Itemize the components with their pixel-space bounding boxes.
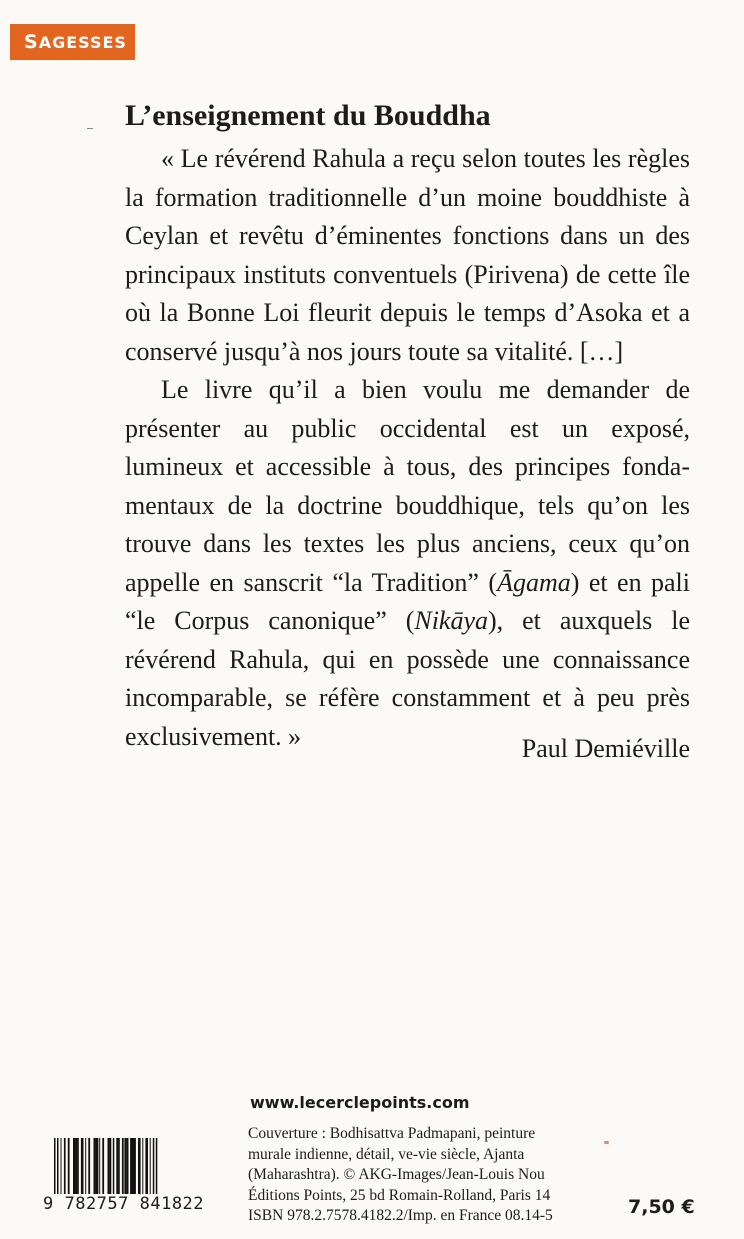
barcode-bar bbox=[119, 1138, 120, 1194]
term-nikaya: Nikāya bbox=[414, 606, 489, 635]
credit-line-2: murale indienne, détail, ve-vie siècle, Ajanta bbox=[248, 1145, 525, 1163]
barcode-bar bbox=[150, 1138, 151, 1194]
blurb-text bbox=[125, 140, 690, 756]
series-label-initial: S bbox=[24, 31, 39, 53]
barcode-bar bbox=[102, 1138, 104, 1194]
price-label: 7,50 € bbox=[628, 1196, 695, 1218]
blurb-paragraph-1: « Le révérend Rahula a reçu selon toutes les règles la formation traditionnelle d’un moine bouddhiste à Ceylan et revêtu d’éminentes fonctions dans un des principaux instituts conventuels (Pirivena) de cette île où la Bonne Loi fleurit depuis le temps d’Asoka et a conservé jusqu’à nos jours toute sa vitalité. […] bbox=[125, 144, 690, 366]
barcode-bar bbox=[78, 1138, 79, 1194]
publisher-address: Éditions Points, 25 bd Romain-Rolland, Paris 14 bbox=[248, 1186, 551, 1204]
barcode-bar bbox=[64, 1138, 66, 1194]
barcode-bar bbox=[124, 1138, 126, 1194]
blurb-p2-start: Le livre qu’il a bien voulu me demander de présenter au public occidental est un exposé, lumineux et accessible à tous, des principes fondamentaux de la doctrine bouddhique, tels qu’on les trouve dans les textes les plus anciens, ceux qu’on appelle en sanscrit “la Tradition” ( bbox=[125, 375, 690, 597]
margin-mark bbox=[87, 128, 93, 129]
barcode-bar bbox=[145, 1138, 148, 1194]
barcode-bar bbox=[130, 1138, 132, 1194]
barcode-bar bbox=[68, 1138, 70, 1194]
barcode-bar bbox=[110, 1138, 112, 1200]
barcode-bar bbox=[138, 1138, 141, 1194]
credit-line-1: Couverture : Bodhisattva Padmapani, peinture bbox=[248, 1125, 536, 1142]
barcode-bar bbox=[122, 1138, 124, 1194]
barcode-bar bbox=[96, 1138, 99, 1194]
barcode-bar bbox=[127, 1138, 129, 1194]
barcode-bar bbox=[94, 1138, 96, 1194]
credit-line-3: (Maharashtra). © AKG-Images/Jean-Louis Nou bbox=[248, 1166, 545, 1183]
barcode-bar bbox=[108, 1138, 110, 1194]
barcode-bar bbox=[81, 1138, 84, 1194]
barcode-bar bbox=[142, 1138, 143, 1194]
barcode-bar bbox=[153, 1138, 155, 1200]
barcode-bar bbox=[61, 1138, 62, 1194]
barcode-bar bbox=[156, 1138, 158, 1200]
barcode-bar bbox=[73, 1138, 75, 1194]
barcode-bar bbox=[88, 1138, 90, 1194]
barcode-bar bbox=[54, 1138, 56, 1200]
barcode-bar bbox=[85, 1138, 86, 1194]
barcode-bar bbox=[75, 1138, 78, 1194]
barcode-bar bbox=[57, 1138, 59, 1200]
series-label-rest: AGESSES bbox=[38, 33, 127, 52]
series-label bbox=[10, 24, 135, 60]
barcode-digits: 9 782757 841822 bbox=[43, 1194, 239, 1214]
book-title: L’enseignement du Bouddha bbox=[125, 99, 491, 132]
barcode-bar bbox=[135, 1138, 136, 1194]
barcode-bar bbox=[132, 1138, 135, 1194]
barcode-bar bbox=[99, 1138, 100, 1194]
cover-credits bbox=[248, 1124, 618, 1227]
blurb-paragraph-2 bbox=[125, 371, 690, 756]
blurb-p2-end: ), et auxquels le révérend Rahula, qui en possède une connaissance incomparable, se réfère constamment et à peu près exclusivement. » bbox=[125, 606, 691, 751]
barcode-bar bbox=[113, 1138, 115, 1200]
term-agama: Āgama bbox=[497, 567, 571, 597]
barcode-bar bbox=[116, 1138, 119, 1194]
quote-author: Paul Demiéville bbox=[521, 734, 690, 763]
blurb-p2-mid: ) et en pali “le Corpus canonique” ( bbox=[125, 567, 690, 635]
isbn-line: ISBN 978.2.7578.4182.2/Imp. en France 08.14-5 bbox=[248, 1207, 553, 1224]
print-speck bbox=[604, 1141, 609, 1144]
publisher-website[interactable]: www.lecerclepoints.com bbox=[250, 1093, 470, 1112]
